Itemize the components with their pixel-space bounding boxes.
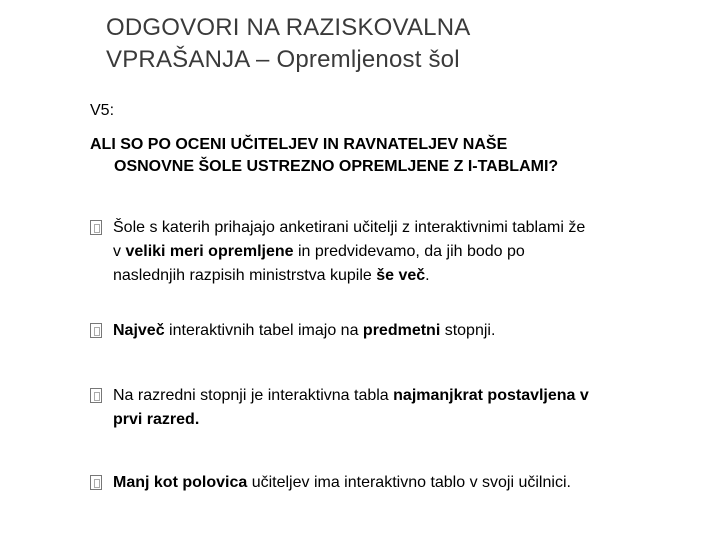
- bullet-item: [90, 319, 706, 343]
- bold-text-run: predmetni: [362, 322, 441, 339]
- text-run: učiteljev ima interaktivno tablo v svoji učilnici.: [247, 474, 571, 491]
- bullet-text-line: [113, 384, 706, 408]
- bold-text-run: veliki meri opremljene: [125, 243, 294, 260]
- text-run: in predvidevamo, da jih bodo po: [293, 243, 525, 260]
- bold-text-run: Manj kot polovica: [113, 474, 248, 491]
- text-run: Šole s katerih prihajajo anketirani učitelji z interaktivnimi tablami že: [113, 219, 586, 236]
- bold-text-run: Največ: [113, 322, 165, 339]
- research-question: [90, 100, 710, 178]
- bullet-text-line: [113, 408, 706, 432]
- bold-text-run: prvi razred.: [113, 411, 200, 428]
- placeholder-box-icon: [90, 388, 102, 403]
- slide-title-line-1: ODGOVORI NA RAZISKOVALNA: [106, 14, 471, 41]
- bold-text-run: najmanjkrat postavljena v: [393, 387, 589, 404]
- question-text-line-2: OSNOVNE ŠOLE USTREZNO OPREMLJENE Z I-TABLAMI?: [114, 158, 559, 175]
- bullet-text-line: [113, 471, 706, 495]
- placeholder-box-icon: [90, 475, 102, 490]
- placeholder-box-icon: [90, 323, 102, 338]
- slide-title-line-2: VPRAŠANJA – Opremljenost šol: [106, 46, 460, 73]
- bullet-item: [90, 384, 706, 432]
- text-run: naslednjih razpisih ministrstva kupile: [113, 267, 377, 284]
- bullet-item: [90, 471, 706, 495]
- bold-text-run: še več: [376, 267, 426, 284]
- text-run: .: [425, 267, 430, 284]
- text-run: Na razredni stopnji je interaktivna tabla: [113, 387, 394, 404]
- bullet-item: [90, 216, 706, 288]
- question-label: V5:: [90, 102, 115, 119]
- bullet-text-line: [113, 319, 706, 343]
- text-run: stopnji.: [440, 322, 496, 339]
- placeholder-box-icon: [90, 220, 102, 235]
- bullet-text-line: [113, 240, 706, 264]
- bullet-text-line: [113, 216, 706, 240]
- question-text-line-1: ALI SO PO OCENI UČITELJEV IN RAVNATELJEV NAŠE: [90, 136, 508, 153]
- text-run: interaktivnih tabel imajo na: [164, 322, 363, 339]
- slide-title: [106, 12, 706, 76]
- text-run: v: [113, 243, 126, 260]
- bullet-text-line: [113, 264, 706, 288]
